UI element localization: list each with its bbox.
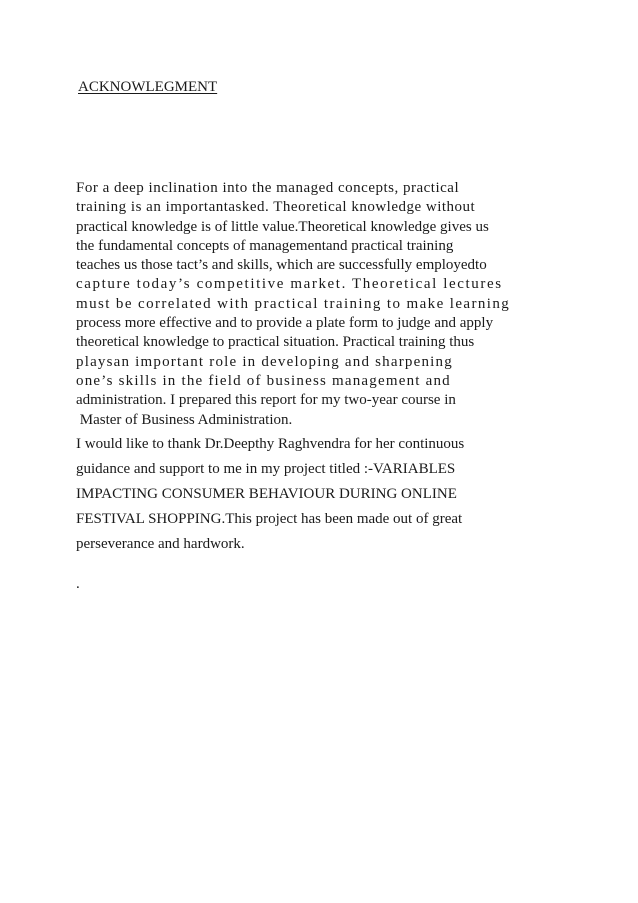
thanks-line: guidance and support to me in my project titled :-VARIABLES [76,461,456,477]
paragraph-line: For a deep inclination into the managed concepts, practical [76,180,460,196]
page-title: ACKNOWLEGMENT [78,79,218,95]
thanks-line: I would like to thank Dr.Deepthy Raghvendra for her continuous [76,436,465,452]
paragraph-line: one’s skills in the field of business management and [76,372,451,389]
thanks-line: perseverance and hardwork. [76,536,245,552]
paragraph-line: process more effective and to provide a plate form to judge and apply [76,315,494,332]
paragraph-line: training is an importantasked. Theoretical knowledge without [76,199,476,216]
thanks-line: IMPACTING CONSUMER BEHAVIOUR DURING ONLINE [76,486,457,502]
paragraph-line: the fundamental concepts of managementand practical training [76,237,454,254]
paragraph-line: teaches us those tact’s and skills, which are successfully employedto [76,257,487,274]
paragraph-line: capture today’s competitive market. Theoretical lectures [76,276,503,293]
paragraph-line: practical knowledge is of little value.Theoretical knowledge gives us [76,218,489,235]
paragraph-line: Master of Business Administration. [76,411,293,428]
thanks-paragraph [76,432,576,557]
thanks-line: FESTIVAL SHOPPING.This project has been made out of great [76,511,463,527]
acknowledgment-paragraph [76,179,576,430]
paragraph-line: theoretical knowledge to practical situation. Practical training thus [76,334,475,351]
paragraph-line: must be correlated with practical training to make learning [76,295,511,312]
trailing-mark: . [76,576,80,592]
paragraph-line: playsan important role in developing and sharpening [76,353,453,370]
paragraph-line: administration. I prepared this report for my two-year course in [76,392,456,409]
